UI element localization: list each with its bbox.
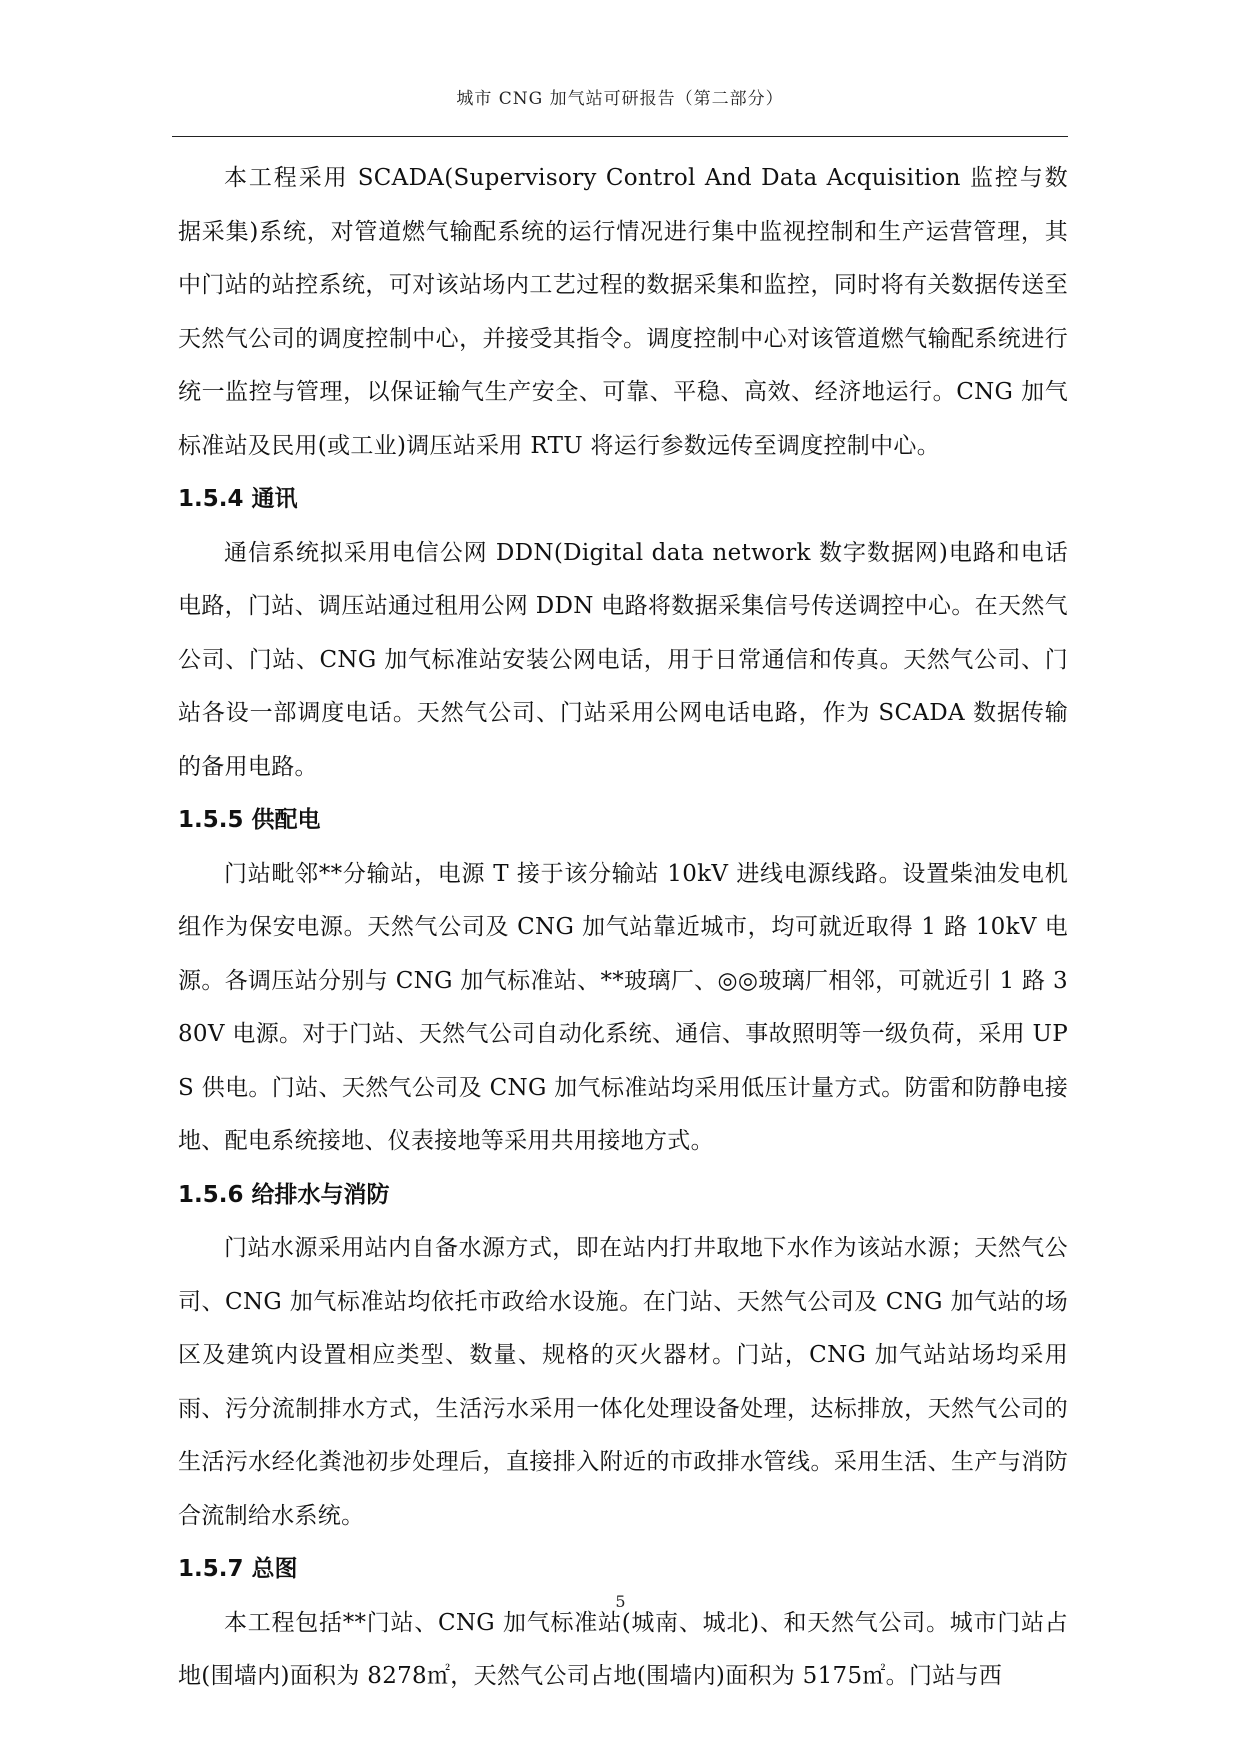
paragraph-power-supply: 门站毗邻**分输站，电源 T 接于该分输站 10kV 进线电源线路。设置柴油发电机组作为保安电源。天然气公司及 CNG 加气站靠近城市，均可就近取得 1 路 10kV 电源。各调压站分别与 CNG 加气标准站、**玻璃厂、◎◎玻璃厂相邻，可就近引 1 路 380V 电源。对于门站、天然气公司自动化系统、通信、事故照明等一级负荷，采用 UPS 供电。门站、天然气公司及 CNG 加气标准站均采用低压计量方式。防雷和防静电接地、配电系统接地、仪表接地等采用共用接地方式。 (178, 860, 1068, 1154)
heading-general-layout: 1.5.7 总图 (178, 1556, 298, 1582)
page-number: 5 (615, 1592, 626, 1611)
heading-water-fire: 1.5.6 给排水与消防 (178, 1181, 390, 1208)
paragraph-general-layout: 本工程包括**门站、CNG 加气标准站(城南、城北)、和天然气公司。城市门站占地(围墙内)面积为 8278㎡，天然气公司占地(围墙内)面积为 5175㎡。门站与西 (178, 1609, 1068, 1689)
heading-communication: 1.5.4 通讯 (178, 486, 298, 512)
heading-power-supply: 1.5.5 供配电 (178, 807, 321, 833)
paragraph-water-fire: 门站水源采用站内自备水源方式，即在站内打井取地下水作为该站水源；天然气公司、CNG 加气标准站均依托市政给水设施。在门站、天然气公司及 CNG 加气站的场区及建筑内设置相应类型、数量、规格的灭火器材。门站，CNG 加气站站场均采用雨、污分流制排水方式，生活污水采用一体化处理设备处理，达标排放，天然气公司的生活污水经化粪池初步处理后，直接排入附近的市政排水管线。采用生活、生产与消防合流制给水系统。 (178, 1235, 1068, 1529)
running-header-title: 城市 CNG 加气站可研报告（第二部分） (456, 89, 784, 109)
document-body (178, 152, 1068, 1704)
paragraph-communication: 通信系统拟采用电信公网 DDN(Digital data network 数字数据网)电路和电话电路，门站、调压站通过租用公网 DDN 电路将数据采集信号传送调控中心。在天然气公司、门站、CNG 加气标准站安装公网电话，用于日常通信和传真。天然气公司、门站各设一部调度电话。天然气公司、门站采用公网电话电路，作为 SCADA 数据传输的备用电路。 (178, 539, 1068, 780)
header-divider (172, 136, 1068, 137)
paragraph-scada: 本工程采用 SCADA(Supervisory Control And Data Acquisition 监控与数据采集)系统，对管道燃气输配系统的运行情况进行集中监视控制和生产运营管理，其中门站的站控系统，可对该站场内工艺过程的数据采集和监控，同时将有关数据传送至天然气公司的调度控制中心，并接受其指令。调度控制中心对该管道燃气输配系统进行统一监控与管理，以保证输气生产安全、可靠、平稳、高效、经济地运行。CNG 加气标准站及民用(或工业)调压站采用 RTU 将运行参数远传至调度控制中心。 (178, 165, 1068, 459)
